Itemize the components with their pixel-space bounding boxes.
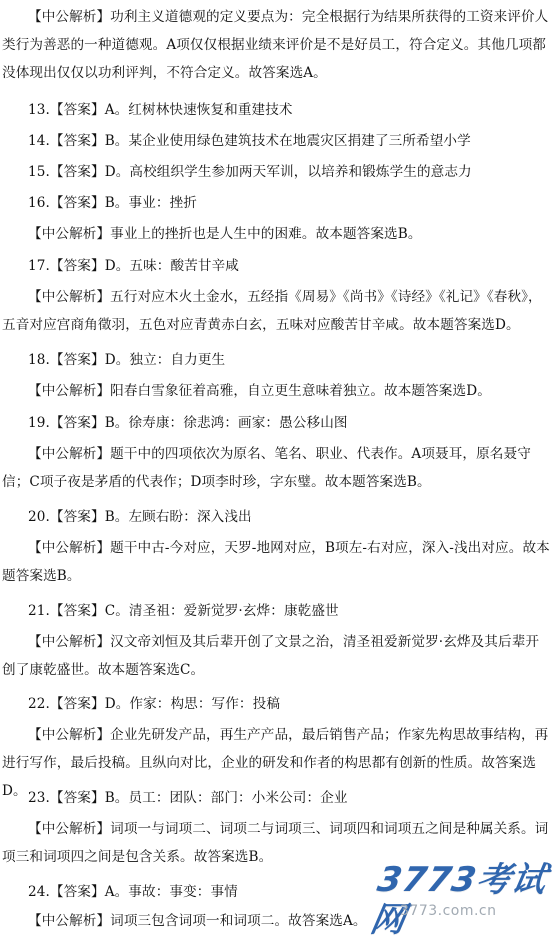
analysis-paragraph: 【中公解析】词项三包含词项一和词项二。故答案选A。	[28, 913, 367, 929]
answer-line: 23.【答案】B。员工：团队：部门：小米公司：企业	[28, 790, 348, 806]
answer-line: 17.【答案】D。五味：酸苦甘辛咸	[28, 258, 239, 274]
watermark-url-text: 3773.com.cn	[400, 903, 497, 919]
answer-line: 13.【答案】A。红树林快速恢复和重建技术	[28, 102, 293, 118]
answer-line: 18.【答案】D。独立：自力更生	[28, 352, 226, 368]
answer-line: 16.【答案】B。事业：挫折	[28, 195, 197, 211]
analysis-paragraph: 【中公解析】汉文帝刘恒及其后辈开创了文景之治，清圣祖爱新觉罗·玄烨及其后辈开创了康乾盛世。故本题答案选C。	[2, 634, 540, 678]
analysis-paragraph: 【中公解析】题干中古-今对应，天罗-地网对应，B项左-右对应，深入-浅出对应。故本题答案选B。	[2, 540, 550, 584]
analysis-paragraph: 【中公解析】词项一与词项二、词项二与词项三、词项四和词项五之间是种属关系。词项三和词项四之间是包含关系。故答案选B。	[2, 821, 549, 865]
answer-line: 19.【答案】B。徐寿康：徐悲鸿：画家：愚公移山图	[28, 415, 348, 431]
analysis-paragraph: 【中公解析】企业先研发产品，再生产产品，最后销售产品；作家先构思故事结构，再进行写作，最后投稿。且纵向对比，企业的研发和作者的构思都有创新的性质。故答案选D。	[2, 727, 549, 799]
answer-line: 14.【答案】B。某企业使用绿色建筑技术在地震灾区捐建了三所希望小学	[28, 133, 471, 149]
analysis-paragraph: 【中公解析】事业上的挫折也是人生中的困难。故本题答案选B。	[28, 226, 422, 242]
analysis-paragraph: 【中公解析】五行对应木火土金水，五经指《周易》《尚书》《诗经》《礼记》《春秋》，五音对应宫商角徵羽，五色对应青黄赤白玄，五味对应酸苦甘辛咸。故本题答案选D。	[2, 289, 542, 333]
answer-line: 24.【答案】A。事故：事变：事情	[28, 884, 238, 900]
analysis-paragraph: 【中公解析】题干中的四项依次为原名、笔名、职业、代表作。A项聂耳，原名聂守信；C项子夜是茅盾的代表作；D项李时珍，字东璧。故本题答案选B。	[2, 446, 531, 490]
answer-line: 15.【答案】D。高校组织学生参加两天军训，以培养和锻炼学生的意志力	[28, 164, 472, 180]
analysis-paragraph: 【中公解析】功利主义道德观的定义要点为：完全根据行为结果所获得的工资来评价人类行为善恶的一种道德观。A项仅仅根据业绩来评价是不是好员工，符合定义。其他几项都没体现出仅仅以功利评判，不符合定义。故答案选A。	[2, 9, 549, 81]
answer-line: 22.【答案】D。作家：构思：写作：投稿	[28, 696, 281, 712]
answer-line: 21.【答案】C。清圣祖：爱新觉罗·玄烨：康乾盛世	[28, 603, 339, 619]
watermark-logo-text: 3773考试网	[367, 860, 551, 940]
answer-line: 20.【答案】B。左顾右盼：深入浅出	[28, 509, 252, 525]
analysis-paragraph: 【中公解析】阳春白雪象征着高雅，自立更生意味着独立。故本题答案选D。	[28, 383, 491, 399]
